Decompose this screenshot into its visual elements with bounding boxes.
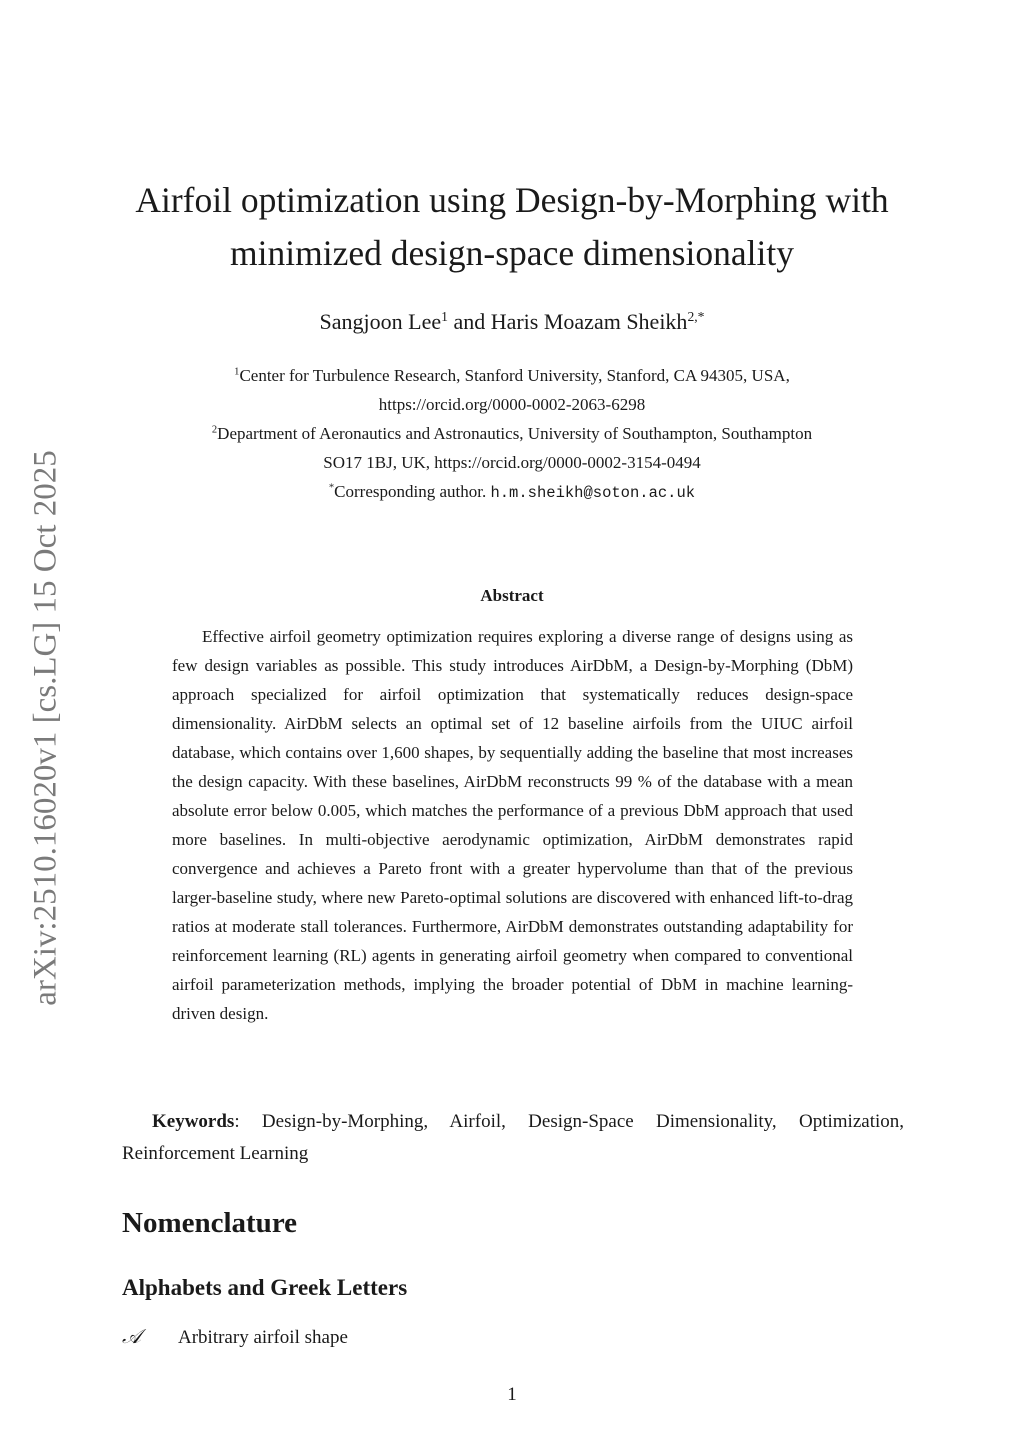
author-1-affiliation-mark: 1 [441, 308, 448, 324]
nomenclature-subheading: Alphabets and Greek Letters [122, 1275, 408, 1300]
author-connector: and [447, 309, 491, 334]
keywords-text: : Design-by-Morphing, Airfoil, Design-Space Dimensionality, Optimization, Reinforcement Learning [122, 1111, 904, 1164]
affiliation-2-mark: 2 [211, 424, 218, 436]
affiliation-1 [112, 361, 912, 419]
affiliation-1-mark: 1 [234, 366, 240, 378]
paper-title [112, 174, 912, 280]
nomenclature-symbol: 𝒜 [122, 1326, 141, 1348]
keywords-paragraph [122, 1106, 904, 1170]
nomenclature-heading: Nomenclature [122, 1207, 298, 1239]
corresponding-email[interactable]: h.m.sheikh@soton.ac.uk [490, 484, 696, 502]
affiliation-1-orcid: https://orcid.org/0000-0002-2063-6298 [378, 395, 646, 414]
keywords-label: Keywords [152, 1111, 235, 1132]
title-line-2: minimized design-space dimensionality [230, 233, 794, 273]
corresponding-mark: * [328, 482, 335, 494]
affiliation-2-orcid: SO17 1BJ, UK, https://orcid.org/0000-0002-3154-0494 [323, 453, 701, 472]
arxiv-identifier: arXiv:2510.16020v1 [cs.LG] 15 Oct 2025 [27, 450, 64, 1006]
affiliation-2 [112, 419, 912, 477]
affiliation-2-text: Department of Aeronautics and Astronautics, University of Southampton, Southampton [217, 424, 813, 443]
author-list [112, 309, 912, 335]
page-number: 1 [507, 1384, 517, 1405]
nomenclature-description: Arbitrary airfoil shape [178, 1327, 348, 1348]
abstract-text: Effective airfoil geometry optimization requires exploring a diverse range of designs using as few design variables as possible. This study introduces AirDbM, a Design-by-Morphing (DbM) approach specialized for airfoil optimization that systematically reduces design-space dimensionality. AirDbM selects an optimal set of 12 baseline airfoils from the UIUC airfoil database, which contains over 1,600 shapes, by sequentially adding the baseline that most increases the design capacity. With these baselines, AirDbM reconstructs 99 % of the database with a mean absolute error below 0.005, which matches the performance of a previous DbM approach that used more baselines. In multi-objective aerodynamic optimization, AirDbM demonstrates rapid convergence and achieves a Pareto front with a greater hypervolume than that of the previous larger-baseline study, where new Pareto-optimal solutions are discovered with enhanced lift-to-drag ratios at moderate stall tolerances. Furthermore, AirDbM demonstrates outstanding adaptability for reinforcement learning (RL) agents in generating airfoil geometry when compared to conventional airfoil parameterization methods, implying the broader potential of DbM in machine learning-driven design. [172, 627, 853, 1023]
corresponding-author [112, 477, 912, 508]
abstract-heading: Abstract [480, 586, 544, 605]
title-line-1: Airfoil optimization using Design-by-Morphing with [135, 180, 889, 220]
affiliation-1-text: Center for Turbulence Research, Stanford University, Stanford, CA 94305, USA, [239, 366, 790, 385]
corresponding-label: Corresponding author. [334, 482, 491, 501]
author-1: Sangjoon Lee [319, 309, 442, 334]
author-2: Haris Moazam Sheikh [490, 309, 688, 334]
author-2-affiliation-mark: 2,* [687, 308, 705, 324]
